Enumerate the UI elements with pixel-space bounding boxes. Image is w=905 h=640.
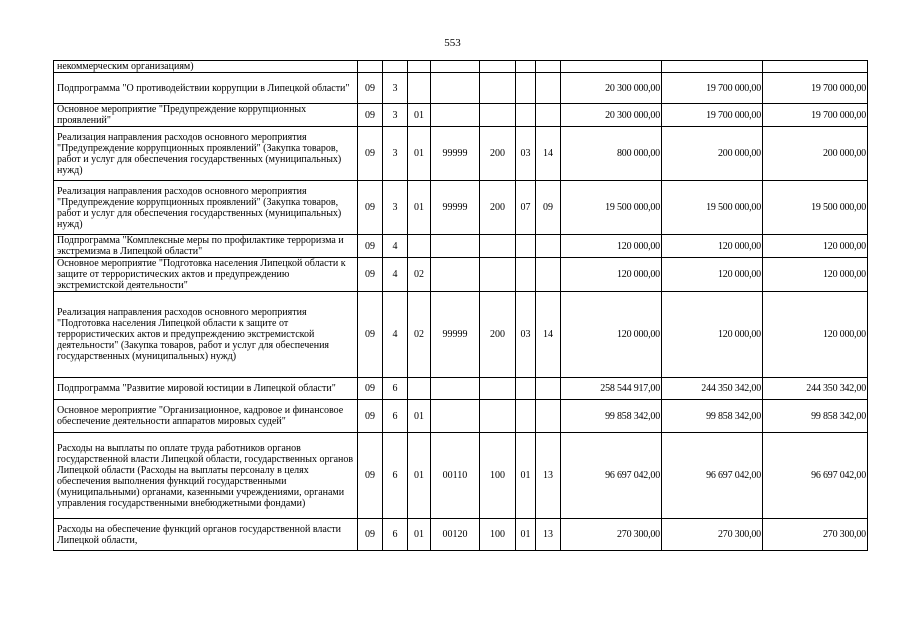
code-direction [431,400,480,433]
code-grbs: 09 [358,433,383,519]
code-section [516,61,536,73]
amount-year-2: 120 000,00 [662,235,763,258]
row-name: Подпрограмма "Развитие мировой юстиции в Липецкой области" [54,378,358,400]
code-direction [431,235,480,258]
table-row [54,181,868,235]
code-subsection [536,378,561,400]
code-subprogram: 3 [383,104,408,127]
code-section: 03 [516,292,536,378]
row-name: Реализация направления расходов основного мероприятия "Предупреждение коррупционных проявлений" (Закупка товаров, работ и услуг для обеспечения государственных (муниципальных) нужд) [54,127,358,181]
code-subsection [536,400,561,433]
code-subprogram: 4 [383,235,408,258]
code-direction [431,104,480,127]
table-row [54,378,868,400]
code-grbs: 09 [358,400,383,433]
table-row [54,73,868,104]
code-measure [408,73,431,104]
code-subprogram [383,61,408,73]
code-expense-type: 200 [480,181,516,235]
amount-year-3: 120 000,00 [763,235,868,258]
code-subprogram: 4 [383,292,408,378]
code-subsection [536,73,561,104]
code-section: 01 [516,433,536,519]
code-grbs: 09 [358,292,383,378]
code-expense-type: 100 [480,433,516,519]
code-section: 07 [516,181,536,235]
amount-year-3: 270 300,00 [763,519,868,551]
code-measure [408,61,431,73]
row-name: Расходы на обеспечение функций органов государственной власти Липецкой области, [54,519,358,551]
code-section: 03 [516,127,536,181]
row-name: Основное мероприятие "Организационное, кадровое и финансовое обеспечение деятельности аппаратов мировых судей" [54,400,358,433]
code-expense-type [480,73,516,104]
code-direction [431,73,480,104]
row-name: Подпрограмма "О противодействии коррупции в Липецкой области" [54,73,358,104]
amount-year-1: 258 544 917,00 [561,378,662,400]
code-direction [431,378,480,400]
table-row [54,258,868,292]
code-subprogram: 4 [383,258,408,292]
code-subprogram: 6 [383,400,408,433]
code-measure: 01 [408,127,431,181]
amount-year-2: 244 350 342,00 [662,378,763,400]
page-number: 553 [444,37,461,49]
code-direction [431,61,480,73]
code-grbs: 09 [358,378,383,400]
code-measure: 01 [408,433,431,519]
table-row [54,433,868,519]
code-subprogram: 3 [383,127,408,181]
code-section [516,73,536,104]
code-measure: 01 [408,181,431,235]
amount-year-2: 19 700 000,00 [662,104,763,127]
amount-year-2: 99 858 342,00 [662,400,763,433]
code-expense-type [480,400,516,433]
code-subprogram: 3 [383,73,408,104]
code-measure: 02 [408,258,431,292]
amount-year-1: 120 000,00 [561,292,662,378]
amount-year-3 [763,61,868,73]
amount-year-1: 120 000,00 [561,235,662,258]
amount-year-1: 20 300 000,00 [561,73,662,104]
code-subsection: 13 [536,433,561,519]
code-subsection [536,104,561,127]
table-row [54,400,868,433]
amount-year-3: 120 000,00 [763,258,868,292]
code-grbs: 09 [358,235,383,258]
amount-year-3: 99 858 342,00 [763,400,868,433]
amount-year-1 [561,61,662,73]
code-expense-type: 200 [480,292,516,378]
amount-year-3: 96 697 042,00 [763,433,868,519]
code-grbs: 09 [358,181,383,235]
table-row [54,235,868,258]
code-expense-type [480,378,516,400]
code-direction [431,258,480,292]
code-subsection: 09 [536,181,561,235]
row-name: некоммерческим организациям) [54,61,358,73]
budget-table [53,60,868,551]
code-direction: 99999 [431,127,480,181]
code-direction: 00120 [431,519,480,551]
code-subsection: 14 [536,292,561,378]
table-row [54,519,868,551]
code-expense-type [480,61,516,73]
amount-year-3: 200 000,00 [763,127,868,181]
code-expense-type [480,235,516,258]
code-section [516,235,536,258]
amount-year-2: 96 697 042,00 [662,433,763,519]
code-measure [408,378,431,400]
code-grbs: 09 [358,258,383,292]
row-name: Основное мероприятие "Подготовка населения Липецкой области к защите от террористических актов и предупреждению экстремистской деятельности" [54,258,358,292]
amount-year-3: 19 500 000,00 [763,181,868,235]
code-measure: 01 [408,519,431,551]
code-grbs: 09 [358,519,383,551]
amount-year-1: 20 300 000,00 [561,104,662,127]
code-direction: 99999 [431,181,480,235]
amount-year-2: 120 000,00 [662,292,763,378]
code-grbs: 09 [358,127,383,181]
code-measure: 01 [408,400,431,433]
amount-year-2: 19 700 000,00 [662,73,763,104]
amount-year-2: 19 500 000,00 [662,181,763,235]
amount-year-1: 270 300,00 [561,519,662,551]
amount-year-3: 244 350 342,00 [763,378,868,400]
code-subsection: 14 [536,127,561,181]
code-subsection [536,61,561,73]
code-measure [408,235,431,258]
code-section: 01 [516,519,536,551]
amount-year-1: 19 500 000,00 [561,181,662,235]
table-row [54,104,868,127]
code-grbs: 09 [358,104,383,127]
code-expense-type: 100 [480,519,516,551]
code-subprogram: 6 [383,378,408,400]
amount-year-1: 800 000,00 [561,127,662,181]
row-name: Подпрограмма "Комплексные меры по профилактике терроризма и экстремизма в Липецкой области" [54,235,358,258]
amount-year-3: 120 000,00 [763,292,868,378]
code-subsection [536,258,561,292]
code-subprogram: 3 [383,181,408,235]
amount-year-2: 120 000,00 [662,258,763,292]
amount-year-3: 19 700 000,00 [763,104,868,127]
code-section [516,400,536,433]
amount-year-1: 96 697 042,00 [561,433,662,519]
code-section [516,104,536,127]
row-name: Расходы на выплаты по оплате труда работников органов государственной власти Липецкой области, государственных органов Липецкой области (Расходы на выплаты персоналу в целях обеспечения выполнения функций государственными (муниципальными) органами, казенными учреждениями, органами управления государственными внебюджетными фондами) [54,433,358,519]
code-measure: 02 [408,292,431,378]
code-subprogram: 6 [383,433,408,519]
code-section [516,378,536,400]
code-subsection: 13 [536,519,561,551]
code-direction: 00110 [431,433,480,519]
code-subprogram: 6 [383,519,408,551]
amount-year-2: 270 300,00 [662,519,763,551]
amount-year-1: 120 000,00 [561,258,662,292]
code-expense-type [480,104,516,127]
code-grbs [358,61,383,73]
row-name: Основное мероприятие "Предупреждение коррупционных проявлений" [54,104,358,127]
amount-year-2 [662,61,763,73]
code-direction: 99999 [431,292,480,378]
amount-year-2: 200 000,00 [662,127,763,181]
row-name: Реализация направления расходов основного мероприятия "Предупреждение коррупционных проявлений" (Закупка товаров, работ и услуг для обеспечения государственных (муниципальных) нужд) [54,181,358,235]
table-row [54,127,868,181]
code-section [516,258,536,292]
table-row [54,292,868,378]
row-name: Реализация направления расходов основного мероприятия "Подготовка населения Липецкой области к защите от террористических актов и предупреждению экстремистской деятельности" (Закупка товаров, работ и услуг для обеспечения государственных (муниципальных) нужд) [54,292,358,378]
code-grbs: 09 [358,73,383,104]
amount-year-1: 99 858 342,00 [561,400,662,433]
code-expense-type: 200 [480,127,516,181]
amount-year-3: 19 700 000,00 [763,73,868,104]
code-subsection [536,235,561,258]
code-measure: 01 [408,104,431,127]
table-row [54,61,868,73]
code-expense-type [480,258,516,292]
